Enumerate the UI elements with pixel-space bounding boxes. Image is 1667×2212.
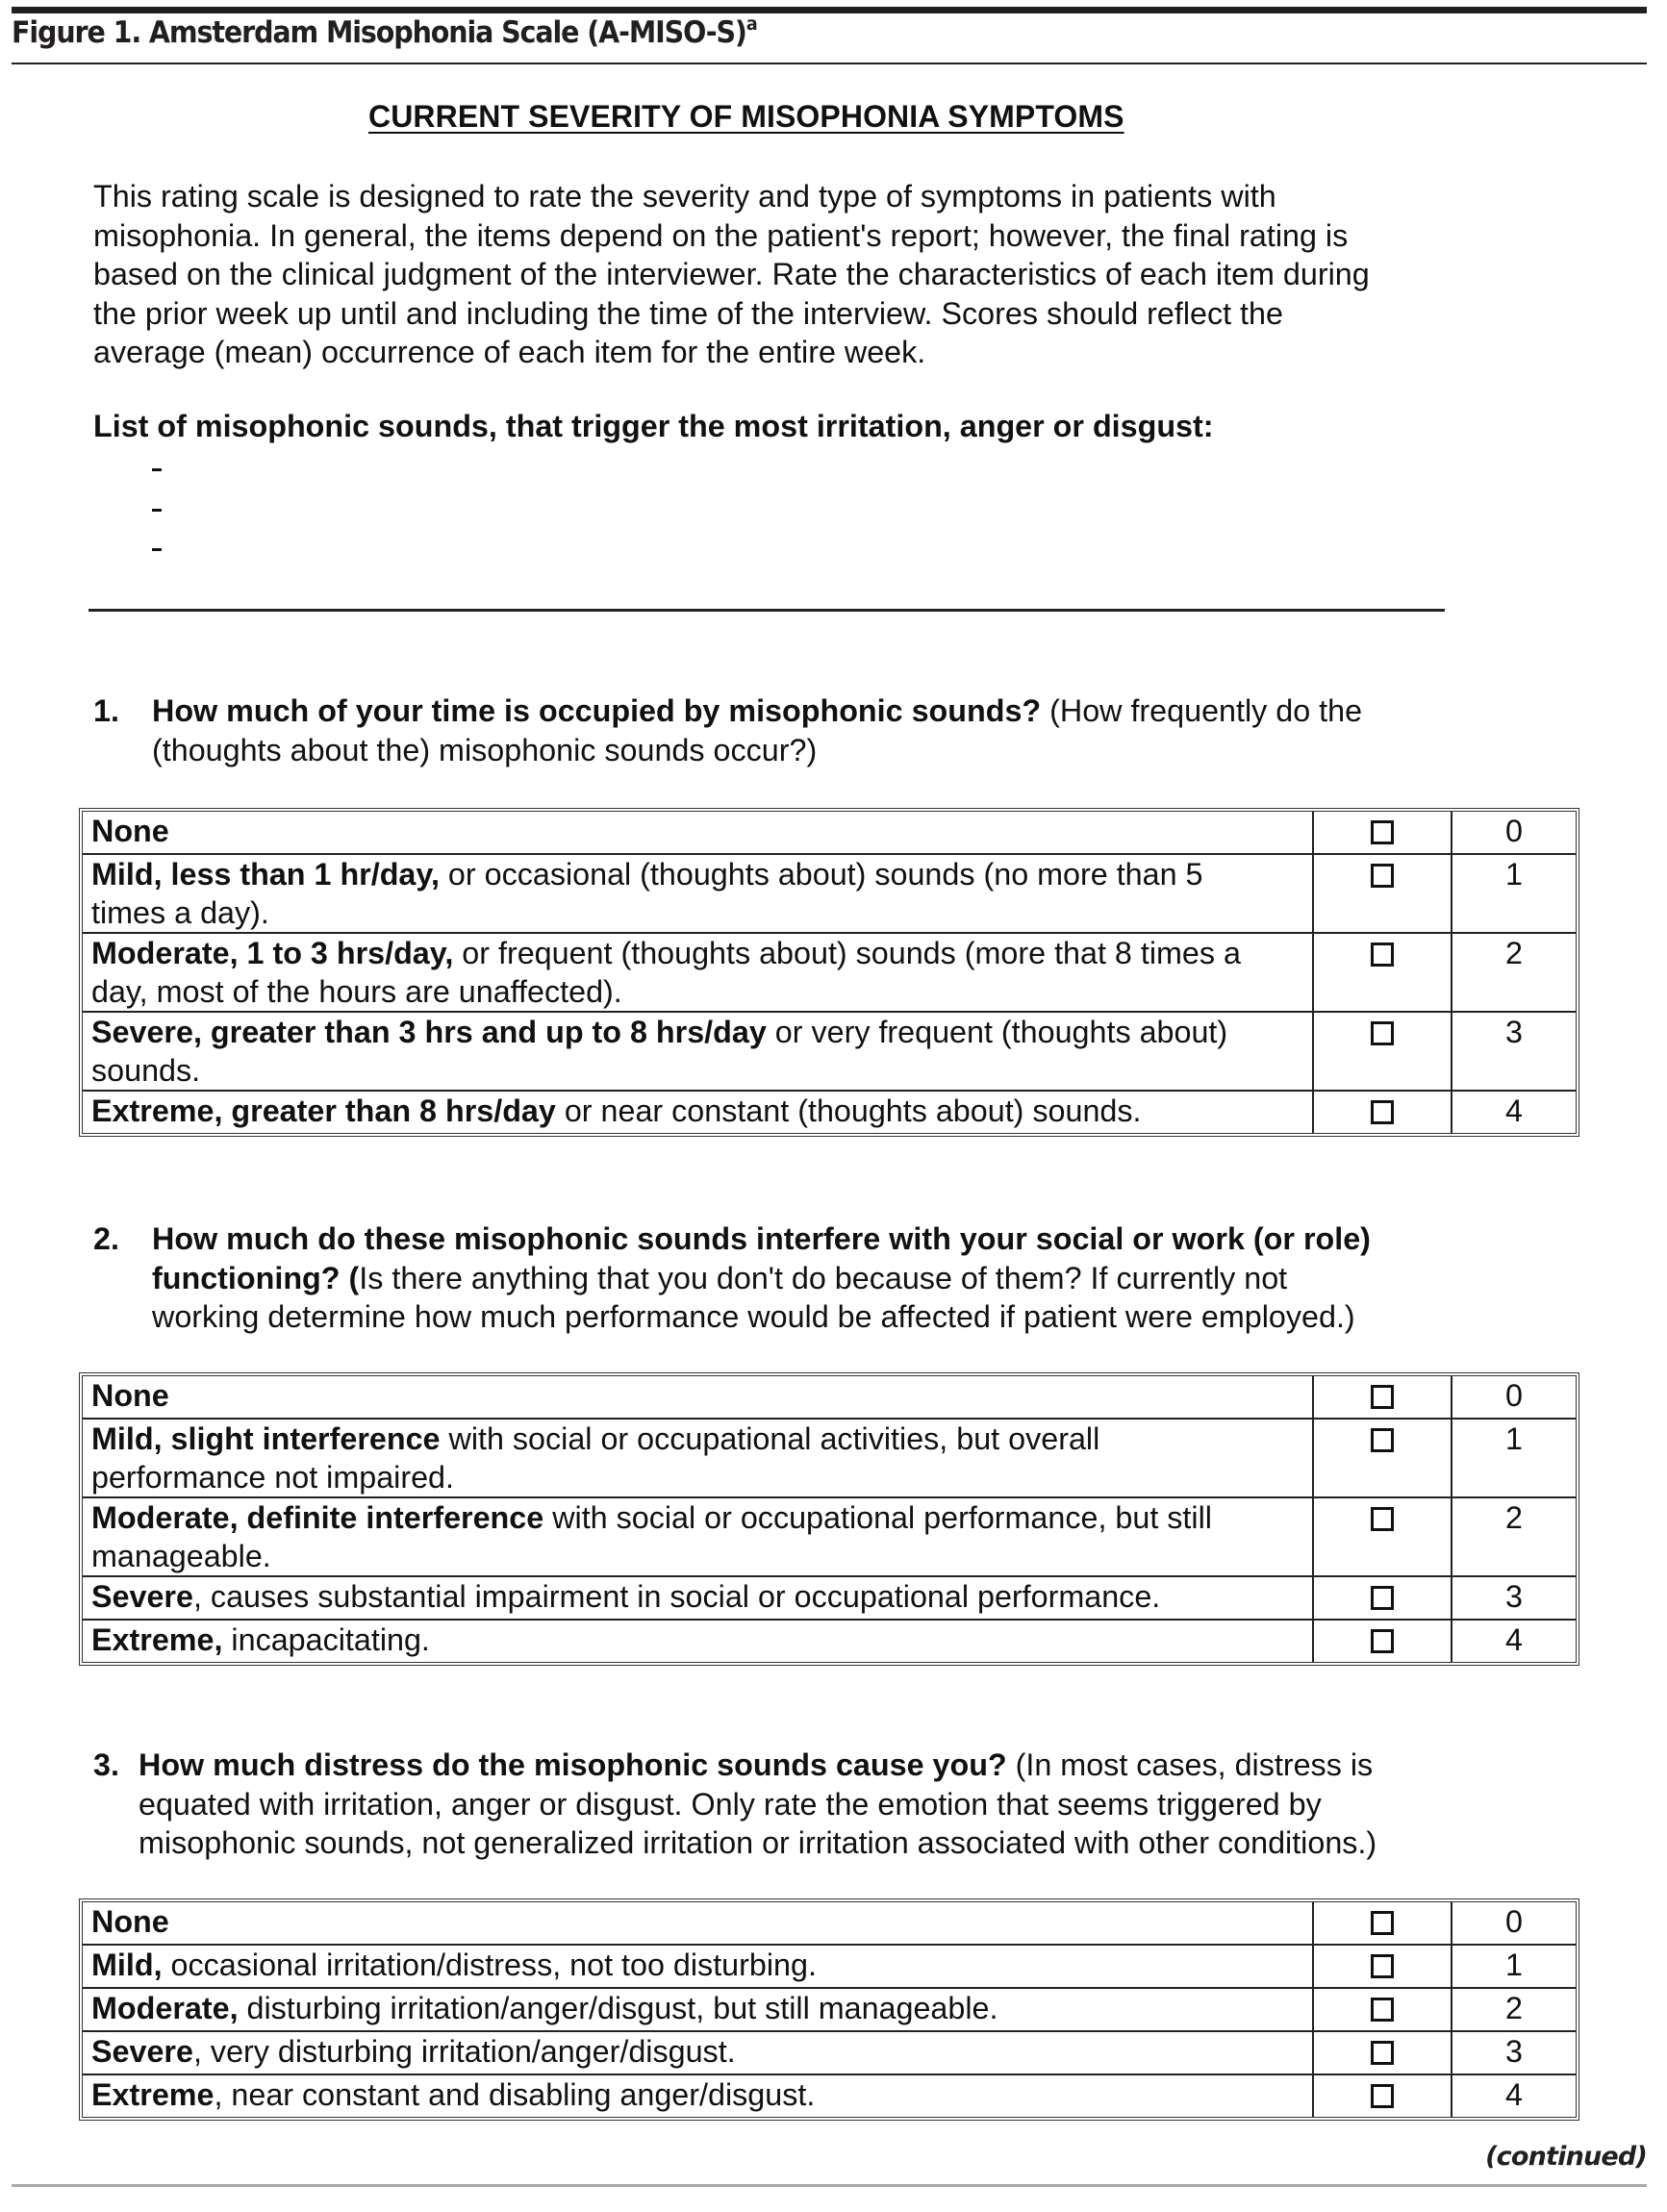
option-checkbox-cell (1314, 1376, 1452, 1420)
option-score: 1 (1452, 1946, 1576, 1989)
text: sounds. (91, 1053, 201, 1088)
option-score: 2 (1452, 934, 1576, 1013)
section-divider (88, 609, 1445, 612)
question-line (152, 1297, 1371, 1337)
option-row (83, 1577, 1576, 1621)
question-line (152, 731, 1362, 770)
option-description (83, 812, 1314, 855)
question-line (152, 1259, 1371, 1298)
option-score: 0 (1452, 1376, 1576, 1420)
checkbox-icon[interactable] (1371, 2041, 1394, 2065)
bold-text: Severe (91, 1579, 193, 1614)
option-description (83, 934, 1314, 1013)
trigger-sound-entry-1[interactable] (152, 468, 162, 471)
option-description (83, 2032, 1314, 2075)
bold-text: Extreme, greater than 8 hrs/day (91, 1093, 556, 1128)
option-row (83, 812, 1576, 855)
option-checkbox-cell (1314, 855, 1452, 934)
question-text (152, 1219, 1371, 1337)
question-text (139, 1746, 1377, 1863)
bold-text: Severe, greater than 3 hrs and up to 8 hrs/day (91, 1015, 767, 1049)
option-line (91, 1051, 1312, 1090)
option-row (83, 1013, 1576, 1092)
text: (thoughts about the) misophonic sounds occur?) (152, 732, 818, 767)
option-row (83, 855, 1576, 934)
option-line (91, 812, 1312, 850)
question-1 (93, 691, 1362, 769)
checkbox-icon[interactable] (1371, 1385, 1394, 1409)
option-line (91, 1376, 1312, 1415)
question-3 (93, 1746, 1377, 1863)
checkbox-icon[interactable] (1371, 1911, 1394, 1935)
option-checkbox-cell (1314, 812, 1452, 855)
option-line (91, 1092, 1312, 1130)
option-row (83, 1376, 1576, 1420)
question-line (152, 691, 1362, 731)
bold-text: Moderate, 1 to 3 hrs/day, (91, 936, 454, 970)
question-line (139, 1785, 1377, 1824)
option-checkbox-cell (1314, 1989, 1452, 2032)
question-2-options-table (79, 1372, 1579, 1666)
checkbox-icon[interactable] (1371, 1021, 1394, 1045)
checkbox-icon[interactable] (1371, 820, 1394, 844)
option-line (91, 2032, 1312, 2071)
checkbox-icon[interactable] (1371, 1998, 1394, 2022)
bold-text: functioning? ( (152, 1260, 360, 1295)
top-rule (12, 7, 1647, 13)
option-line (91, 855, 1312, 893)
option-line (91, 1537, 1312, 1575)
option-score: 4 (1505, 1093, 1523, 1128)
question-2 (93, 1219, 1371, 1337)
option-checkbox-cell (1314, 2032, 1452, 2075)
intro-paragraph (93, 177, 1498, 372)
bold-text: Severe (91, 2034, 193, 2069)
bold-text: How much do these misophonic sounds interfere with your social or work (or role) (152, 1221, 1371, 1256)
option-checkbox-cell (1314, 1420, 1452, 1498)
option-score: 0 (1452, 1902, 1576, 1946)
trigger-sound-entry-2[interactable] (152, 509, 162, 512)
option-line (91, 2075, 1312, 2114)
trigger-sounds-heading: List of misophonic sounds, that trigger the most irritation, anger or disgust: (93, 409, 1214, 443)
bold-text: How much of your time is occupied by misophonic sounds? (152, 693, 1042, 728)
title-rule (12, 63, 1647, 64)
checkbox-icon[interactable] (1371, 1507, 1394, 1531)
text: or frequent (thoughts about) sounds (more that 8 times a (453, 936, 1241, 970)
text: Is there anything that you don't do because of them? If currently not (359, 1260, 1288, 1295)
option-row (83, 1092, 1576, 1133)
bold-text: Extreme, (91, 1622, 223, 1657)
trigger-sound-entry-3[interactable] (152, 548, 162, 551)
bold-text: Mild, (91, 1948, 163, 1982)
question-line (139, 1823, 1377, 1863)
text: with social or occupational activities, but overall (440, 1421, 1100, 1456)
text: disturbing irritation/anger/disgust, but still manageable. (238, 1991, 998, 2025)
option-line (91, 934, 1312, 972)
checkbox-icon[interactable] (1371, 1428, 1394, 1452)
option-row (83, 1902, 1576, 1946)
checkbox-icon[interactable] (1371, 864, 1394, 888)
option-line (91, 1621, 1312, 1659)
checkbox-icon[interactable] (1371, 1100, 1394, 1124)
option-line (91, 893, 1312, 932)
checkbox-icon[interactable] (1371, 943, 1394, 967)
option-description (83, 1376, 1314, 1420)
question-number: 2. (93, 1221, 119, 1256)
text: occasional irritation/distress, not too disturbing. (162, 1948, 817, 1982)
checkbox-icon[interactable] (1371, 2084, 1394, 2108)
option-description (83, 1420, 1314, 1498)
option-score: 0 (1452, 812, 1576, 855)
option-row (83, 2075, 1576, 2117)
bold-text: None (91, 1904, 169, 1939)
option-line (91, 1013, 1312, 1051)
bold-text: Extreme (91, 2077, 215, 2112)
bold-text: None (91, 1378, 169, 1413)
option-description (83, 1621, 1314, 1662)
intro-line: misophonia. In general, the items depend on the patient's report; however, the final rating is (93, 217, 1349, 253)
option-score: 2 (1452, 1989, 1576, 2032)
option-checkbox-cell (1314, 1092, 1452, 1133)
option-score: 3 (1452, 1013, 1576, 1092)
option-line (91, 972, 1312, 1011)
option-row (83, 1621, 1576, 1662)
option-score: 4 (1505, 1622, 1523, 1657)
option-score: 1 (1452, 855, 1576, 934)
option-checkbox-cell (1314, 1902, 1452, 1946)
option-line (91, 1498, 1312, 1537)
option-score: 2 (1452, 1498, 1576, 1577)
checkbox-icon[interactable] (1371, 1586, 1394, 1610)
option-row (83, 1989, 1576, 2032)
option-checkbox-cell (1314, 934, 1452, 1013)
option-row (83, 1498, 1576, 1577)
intro-line: the prior week up until and including the time of the interview. Scores should reflect the (93, 295, 1283, 331)
option-description (83, 1989, 1314, 2032)
text: or near constant (thoughts about) sounds. (555, 1093, 1142, 1128)
option-line (91, 1458, 1312, 1496)
question-text (152, 691, 1362, 769)
option-score: 3 (1452, 1577, 1576, 1621)
question-number: 1. (93, 693, 119, 728)
option-description (83, 1498, 1314, 1577)
bold-text: Mild, slight interference (91, 1421, 441, 1456)
text: equated with irritation, anger or disgust. Only rate the emotion that seems triggered by (139, 1786, 1322, 1822)
text: with social or occupational performance, but still (543, 1500, 1212, 1535)
option-row (83, 1946, 1576, 1989)
figure-title (12, 15, 757, 50)
option-description (83, 1013, 1314, 1092)
option-row (83, 1420, 1576, 1498)
bold-text: Mild, less than 1 hr/day, (91, 857, 440, 892)
continued-label: (continued) (1485, 2142, 1647, 2172)
intro-line: average (mean) occurrence of each item for the entire week. (93, 335, 926, 369)
text: times a day). (91, 895, 269, 930)
option-line (91, 1420, 1312, 1458)
option-row (83, 2032, 1576, 2075)
text: manageable. (91, 1539, 271, 1573)
text: , causes substantial impairment in social or occupational performance. (192, 1579, 1161, 1614)
option-description (83, 1902, 1314, 1946)
figure-title-text: Figure 1. Amsterdam Misophonia Scale (A-MISO-S) (12, 15, 746, 50)
option-checkbox-cell (1314, 1577, 1452, 1621)
option-checkbox-cell (1314, 1621, 1452, 1662)
option-line (91, 1902, 1312, 1941)
option-score: 3 (1452, 2032, 1576, 2075)
bottom-rule (12, 2184, 1647, 2187)
option-checkbox-cell (1314, 1013, 1452, 1092)
question-number: 3. (93, 1747, 119, 1782)
text: working determine how much performance would be affected if patient were employed.) (152, 1299, 1355, 1334)
text: misophonic sounds, not generalized irritation or irritation associated with other conditions.) (139, 1825, 1377, 1860)
text: performance not impaired. (91, 1460, 454, 1495)
text: , very disturbing irritation/anger/disgust. (192, 2034, 736, 2069)
option-row (83, 934, 1576, 1013)
text: or occasional (thoughts about) sounds (no more than 5 (439, 857, 1203, 892)
option-description (83, 855, 1314, 934)
text: incapacitating. (222, 1622, 430, 1657)
question-line (152, 1219, 1371, 1259)
question-line (139, 1746, 1377, 1785)
option-checkbox-cell (1314, 2075, 1452, 2117)
text: or very frequent (thoughts about) (766, 1015, 1228, 1049)
option-description (83, 1092, 1314, 1133)
option-checkbox-cell (1314, 1946, 1452, 1989)
question-1-options-table (79, 808, 1579, 1137)
bold-text: How much distress do the misophonic sounds cause you? (139, 1747, 1007, 1782)
option-line (91, 1989, 1312, 2027)
text: (In most cases, distress is (1006, 1747, 1374, 1782)
form-title: CURRENT SEVERITY OF MISOPHONIA SYMPTOMS (368, 99, 1124, 134)
text: day, most of the hours are unaffected). (91, 974, 622, 1009)
bold-text: Moderate, (91, 1991, 239, 2025)
option-description (83, 1946, 1314, 1989)
bold-text: Moderate, definite interference (91, 1500, 544, 1535)
text: (How frequently do the (1041, 693, 1363, 728)
option-checkbox-cell (1314, 1498, 1452, 1577)
option-description (83, 1577, 1314, 1621)
checkbox-icon[interactable] (1371, 1629, 1394, 1653)
figure-footnote-marker: a (745, 13, 757, 35)
option-description (83, 2075, 1314, 2117)
text: , near constant and disabling anger/disgust. (214, 2077, 816, 2112)
option-score: 4 (1505, 2077, 1523, 2112)
question-3-options-table (79, 1898, 1579, 2121)
option-line (91, 1946, 1312, 1984)
option-line (91, 1577, 1312, 1616)
checkbox-icon[interactable] (1371, 1954, 1394, 1978)
option-score: 1 (1452, 1420, 1576, 1498)
bold-text: None (91, 814, 169, 848)
intro-line: based on the clinical judgment of the interviewer. Rate the characteristics of each item during (93, 257, 1370, 291)
intro-line: This rating scale is designed to rate the severity and type of symptoms in patients with (93, 179, 1276, 214)
